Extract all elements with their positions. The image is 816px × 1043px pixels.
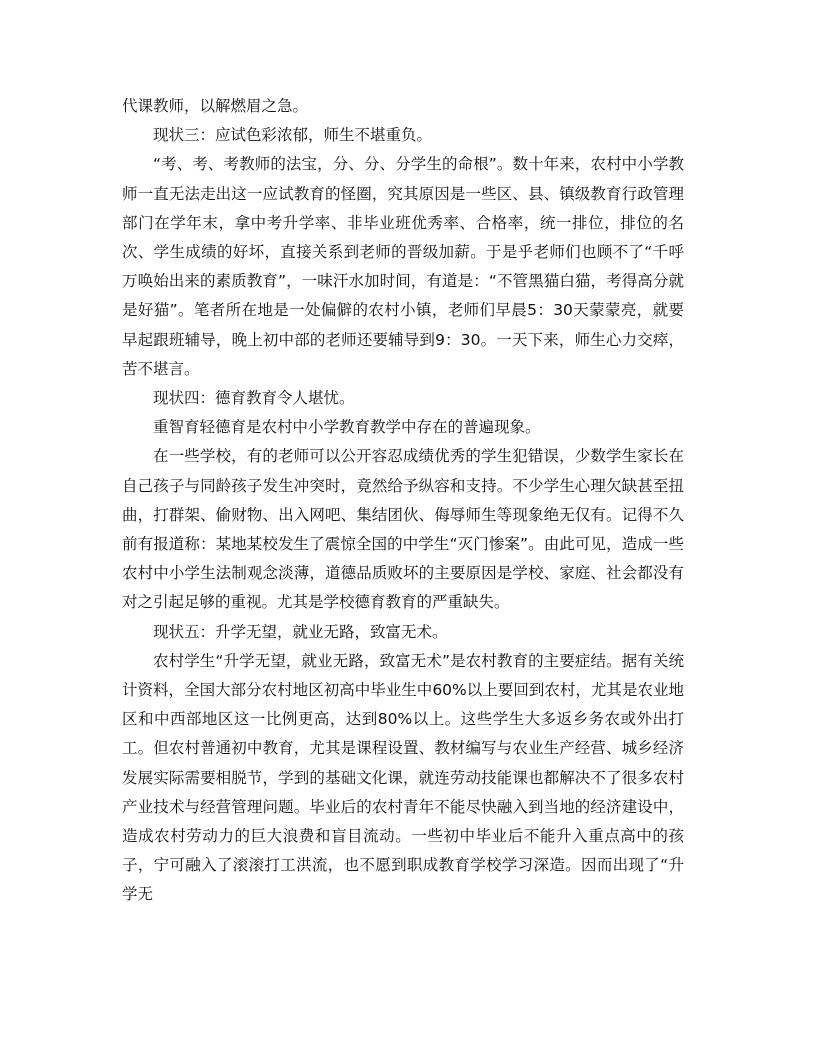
heading-status-five: 现状五：升学无望，就业无路，致富无术。 <box>153 622 448 641</box>
paragraph-moral-neglect: 重智育轻德育是农村中小学教育教学中存在的普遍现象。 <box>153 418 541 437</box>
document-body <box>122 92 684 910</box>
paragraph-employment: 农村学生“升学无望，就业无路，致富无术”是农村教育的主要症结。据有关统计资料，全国大部分农村地区初高中毕业生中60%以上要回到农村，尤其是农业地区和中西部地区这一比例更高，达到80%以上。这些学生大多返乡务农或外出打工。但农村普通初中教育，尤其是课程设置、教材编写与农业生产经营、城乡经济发展实际需要相脱节，学到的基础文化课，就连劳动技能课也都解决不了很多农村产业技术与经营管理问题。毕业后的农村青年不能尽快融入到当地的经济建设中，造成农村劳动力的巨大浪费和盲目流动。一些初中毕业后不能升入重点高中的孩子，宁可融入了滚滚打工洪流，也不愿到职成教育学校学习深造。因而出现了“升学无 <box>122 651 684 904</box>
heading-status-three: 现状三：应试色彩浓郁，师生不堪重负。 <box>153 126 433 145</box>
paragraph-moral-examples: 在一些学校，有的老师可以公开容忍成绩优秀的学生犯错误，少数学生家长在自己孩子与同龄孩子发生冲突时，竟然给予纵容和支持。不少学生心理欠缺甚至扭曲，打群架、偷财物、出入网吧、集结团伙、侮辱师生等现象绝无仅有。记得不久前有报道称：某地某校发生了震惊全国的中学生“灭门惨案”。由此可见，造成一些农村中小学生法制观念淡薄，道德品质败坏的主要原因是学校、家庭、社会都没有对之引起足够的重视。尤其是学校德育教育的严重缺失。 <box>122 447 684 612</box>
heading-status-four: 现状四：德育教育令人堪忧。 <box>153 389 355 408</box>
paragraph-continuation: 代课教师，以解燃眉之急。 <box>122 97 309 115</box>
paragraph-exam-pressure: “考、考、考教师的法宝，分、分、分学生的命根”。数十年来，农村中小学教师一直无法走出这一应试教育的怪圈，究其原因是一些区、县、镇级教育行政管理部门在学年末，拿中考升学率、非毕业班优秀率、合格率，统一排位，排位的名次、学生成绩的好坏，直接关系到老师的晋级加薪。于是乎老师们也顾不了“千呼万唤始出来的素质教育”，一味汗水加时间，有道是：“不管黑猫白猫，考得高分就是好猫”。笔者所在地是一处偏僻的农村小镇，老师们早晨5：30天蒙蒙亮，就要早起跟班辅导，晚上初中部的老师还要辅导到9：30。一天下来，师生心力交瘁，苦不堪言。 <box>122 155 684 378</box>
